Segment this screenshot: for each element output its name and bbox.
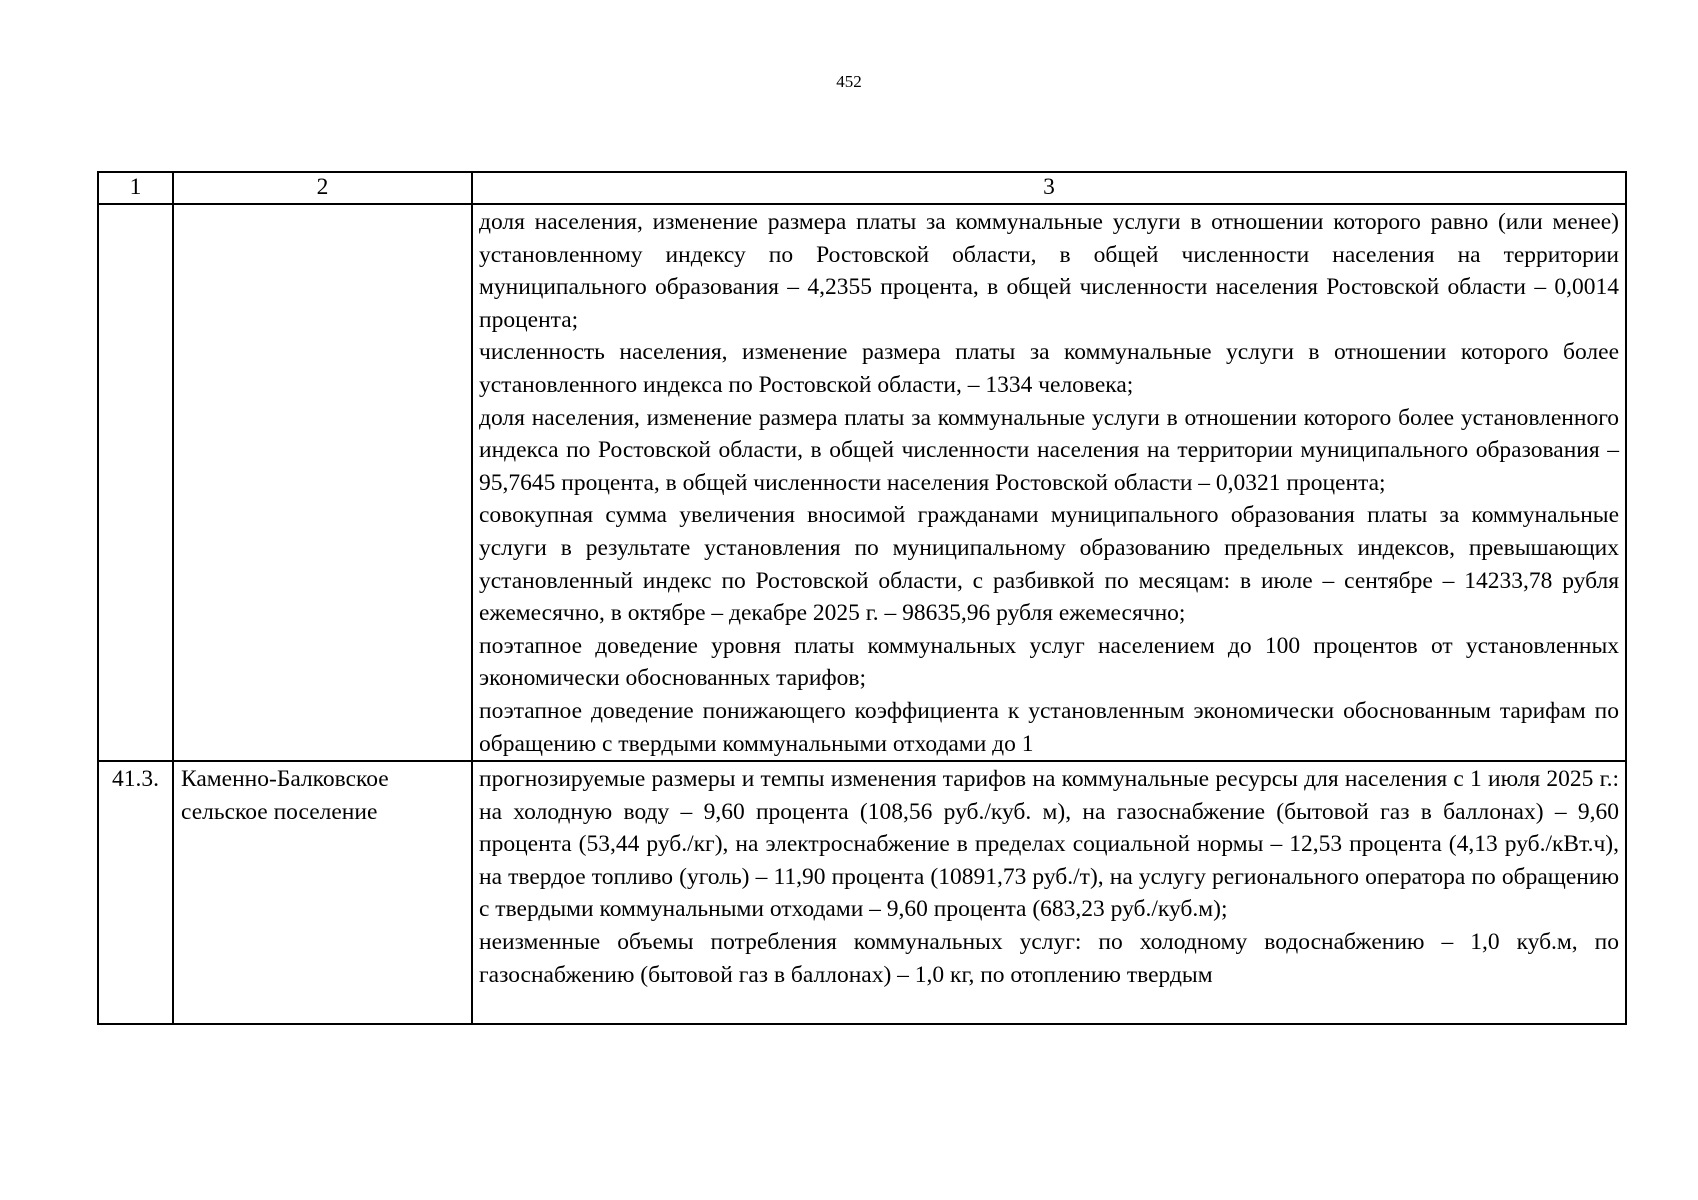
settlement-name-cell (173, 204, 472, 761)
page-number: 452 (836, 72, 862, 91)
tariff-table (97, 171, 1627, 1025)
description-clip (479, 763, 1619, 1023)
table-row-continued (98, 204, 1626, 761)
paragraph-reducing-coefficient: поэтапное доведение понижающего коэффициента к установленным экономически обоснованным тарифам по обращению с твердыми коммунальными отходами до 1 (479, 697, 1619, 757)
paragraph-population-share-above: доля населения, изменение размера платы за коммунальные услуги в отношении которого более установленного индекса по Ростовской области, в общей численности населения на территории муниципального образования – 95,7645 процента, в общей численности населения Ростовской области – 0,0321 процента; (479, 404, 1619, 496)
description-cell (472, 204, 1626, 761)
description-cell (472, 761, 1626, 1024)
settlement-name-cell: Каменно-Балковское сельское поселение (173, 761, 472, 1024)
row-number-cell (98, 204, 173, 761)
paragraph-total-payment-increase: совокупная сумма увеличения вносимой гражданами муниципального образования платы за коммунальные услуги в результате установления по муниципальному образованию предельных индексов, превышающих установленный индекс по Ростовской области, с разбивкой по месяцам: в июле – сентябре – 14233,78 рубля ежемесячно, в октябре – декабре 2025 г. – 98635,96 рубля ежемесячно; (479, 502, 1619, 627)
paragraph-payment-level: поэтапное доведение уровня платы коммунальных услуг населением до 100 процентов от установленных экономически обоснованных тарифов; (479, 632, 1619, 692)
paragraph-population-count-above: численность населения, изменение размера платы за коммунальные услуги в отношении которого более установленного индекса по Ростовской области, – 1334 человека; (479, 339, 1619, 398)
row-number-cell: 41.3. (98, 761, 173, 1024)
paragraph-consumption-volumes: неизменные объемы потребления коммунальных услуг: по холодному водоснабжению – 1,0 куб.м, по газоснабжению (бытовой газ в баллонах) – 1,0 кг, по отоплению твердым (479, 929, 1619, 988)
column-header-3: 3 (472, 172, 1626, 204)
paragraph-population-share-equal: доля населения, изменение размера платы за коммунальные услуги в отношении которого равно (или менее) установленному индексу по Ростовской области, в общей численности населения на территории муниципального образования – 4,2355 процента, в общей численности населения Ростовской области – 0,0014 процента; (479, 209, 1619, 333)
column-header-2: 2 (173, 172, 472, 204)
table-header-row (98, 172, 1626, 204)
column-header-1: 1 (98, 172, 173, 204)
paragraph-tariff-forecast: прогнозируемые размеры и темпы изменения тарифов на коммунальные ресурсы для населения с 1 июля 2025 г.: на холодную воду – 9,60 процента (108,56 руб./куб. м), на газоснабжение (бытовой газ в баллонах) – 9,60 процента (53,44 руб./кг), на электроснабжение в пределах социальной нормы – 12,53 процента (4,13 руб./кВт.ч), на твердое топливо (уголь) – 11,90 процента (10891,73 руб./т), на услугу регионального оператора по обращению с твердыми коммунальными отходами – 9,60 процента (683,23 руб./куб.м); (479, 766, 1619, 923)
table-row-41-3 (98, 761, 1626, 1024)
